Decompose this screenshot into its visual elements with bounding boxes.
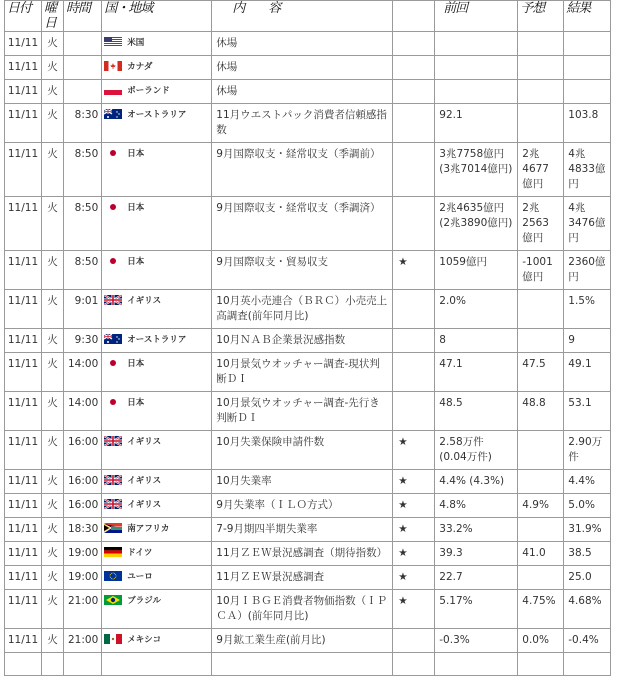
table-row — [5, 494, 611, 518]
cell-result: 25.0 — [564, 566, 611, 590]
cell-date: 11/11 — [5, 431, 42, 470]
country-name: ブラジル — [127, 596, 162, 606]
header-country: 国・地域 — [102, 1, 212, 32]
cell-importance: ★ — [393, 494, 435, 518]
cell-country — [102, 329, 212, 353]
cell-date: 11/11 — [5, 566, 42, 590]
cell-time: 8:30 — [64, 104, 102, 143]
cell-event: 9月国際収支・経常収支（季調前） — [212, 143, 393, 197]
cell-dow: 火 — [42, 353, 64, 392]
cell-event: 休場 — [212, 32, 393, 56]
cell-result: 49.1 — [564, 353, 611, 392]
cell-country — [102, 251, 212, 290]
table-row — [5, 32, 611, 56]
cell-event: 9月失業率（ＩＬＯ方式） — [212, 494, 393, 518]
cell-dow: 火 — [42, 629, 64, 653]
cell-event: 10月ＮＡＢ企業景況感指数 — [212, 329, 393, 353]
table-row — [5, 80, 611, 104]
country-name: 日本 — [127, 203, 145, 213]
header-forecast: 予想 — [518, 1, 564, 32]
cell-dow: 火 — [42, 566, 64, 590]
cell-forecast: 2兆2563億円 — [518, 197, 564, 251]
cell-result: 4兆3476億円 — [564, 197, 611, 251]
cell-event: 11月ＺＥＷ景況感調査 — [212, 566, 393, 590]
empty-cell — [64, 653, 102, 676]
cell-date: 11/11 — [5, 143, 42, 197]
table-row — [5, 470, 611, 494]
table-row — [5, 542, 611, 566]
cell-dow: 火 — [42, 392, 64, 431]
cell-time: 19:00 — [64, 566, 102, 590]
cell-time: 8:50 — [64, 251, 102, 290]
country-name: ユーロ — [127, 572, 153, 582]
cell-result: 53.1 — [564, 392, 611, 431]
table-row — [5, 353, 611, 392]
cell-dow: 火 — [42, 518, 64, 542]
cell-event: 11月ＺＥＷ景況感調査（期待指数） — [212, 542, 393, 566]
cell-country — [102, 290, 212, 329]
cell-importance — [393, 629, 435, 653]
cell-event: 10月景気ウオッチャー調査-現状判断ＤＩ — [212, 353, 393, 392]
country-name: 日本 — [127, 257, 145, 267]
cell-event: 10月失業率 — [212, 470, 393, 494]
country-name: イギリス — [127, 500, 162, 510]
de-flag-icon — [104, 547, 124, 559]
cell-dow: 火 — [42, 197, 64, 251]
cell-forecast — [518, 80, 564, 104]
cell-forecast — [518, 431, 564, 470]
header-importance — [393, 1, 435, 32]
cell-country — [102, 431, 212, 470]
cell-importance — [393, 353, 435, 392]
cell-time: 16:00 — [64, 494, 102, 518]
cell-dow: 火 — [42, 104, 64, 143]
cell-date: 11/11 — [5, 494, 42, 518]
cell-time: 14:00 — [64, 353, 102, 392]
cell-result — [564, 56, 611, 80]
empty-cell — [42, 653, 64, 676]
cell-importance — [393, 197, 435, 251]
table-row — [5, 290, 611, 329]
cell-dow: 火 — [42, 542, 64, 566]
empty-cell — [435, 653, 518, 676]
cell-forecast: 4.75% — [518, 590, 564, 629]
cell-result: 38.5 — [564, 542, 611, 566]
cell-time — [64, 80, 102, 104]
mx-flag-icon — [104, 634, 124, 646]
country-name: オーストラリア — [127, 335, 187, 345]
header-date: 日付 — [5, 1, 42, 32]
country-name: イギリス — [127, 437, 162, 447]
cell-date: 11/11 — [5, 518, 42, 542]
cell-importance — [393, 143, 435, 197]
cell-result — [564, 80, 611, 104]
cell-event: 10月失業保険申請件数 — [212, 431, 393, 470]
table-row — [5, 251, 611, 290]
empty-cell — [212, 653, 393, 676]
cell-dow: 火 — [42, 431, 64, 470]
cell-previous: 3兆7758億円 (3兆7014億円) — [435, 143, 518, 197]
cell-importance: ★ — [393, 470, 435, 494]
cell-event: 9月鉱工業生産(前月比) — [212, 629, 393, 653]
cell-date: 11/11 — [5, 542, 42, 566]
cell-date: 11/11 — [5, 290, 42, 329]
cell-forecast: 47.5 — [518, 353, 564, 392]
cell-result: 2.90万件 — [564, 431, 611, 470]
cell-date: 11/11 — [5, 32, 42, 56]
cell-country — [102, 392, 212, 431]
cell-result: -0.4% — [564, 629, 611, 653]
cell-date: 11/11 — [5, 353, 42, 392]
cell-result: 31.9% — [564, 518, 611, 542]
economic-calendar-table — [4, 0, 611, 676]
cell-result: 1.5% — [564, 290, 611, 329]
cell-result: 5.0% — [564, 494, 611, 518]
cell-result: 103.8 — [564, 104, 611, 143]
cell-dow: 火 — [42, 290, 64, 329]
cell-importance — [393, 32, 435, 56]
cell-date: 11/11 — [5, 329, 42, 353]
cell-forecast: 48.8 — [518, 392, 564, 431]
cell-previous: 33.2% — [435, 518, 518, 542]
cell-time: 9:01 — [64, 290, 102, 329]
table-row — [5, 566, 611, 590]
au-flag-icon — [104, 334, 124, 346]
cell-previous: -0.3% — [435, 629, 518, 653]
cell-date: 11/11 — [5, 470, 42, 494]
gb-flag-icon — [104, 475, 124, 487]
cell-dow: 火 — [42, 32, 64, 56]
header-dow: 曜日 — [42, 1, 64, 32]
cell-result: 4.68% — [564, 590, 611, 629]
cell-importance — [393, 290, 435, 329]
cell-importance: ★ — [393, 590, 435, 629]
empty-cell — [5, 653, 42, 676]
cell-importance: ★ — [393, 251, 435, 290]
cell-previous — [435, 80, 518, 104]
header-event: 内 容 — [212, 1, 393, 32]
cell-previous: 2兆4635億円 (2兆3890億円) — [435, 197, 518, 251]
cell-event: 休場 — [212, 56, 393, 80]
cell-event: 7-9月期四半期失業率 — [212, 518, 393, 542]
cell-time: 9:30 — [64, 329, 102, 353]
cell-forecast — [518, 32, 564, 56]
cell-forecast — [518, 56, 564, 80]
country-name: 南アフリカ — [127, 524, 170, 534]
cell-country — [102, 56, 212, 80]
cell-previous: 22.7 — [435, 566, 518, 590]
cell-country — [102, 629, 212, 653]
cell-date: 11/11 — [5, 80, 42, 104]
gb-flag-icon — [104, 295, 124, 307]
table-body — [5, 32, 611, 676]
cell-time — [64, 56, 102, 80]
cell-date: 11/11 — [5, 392, 42, 431]
country-name: イギリス — [127, 476, 162, 486]
cell-time: 16:00 — [64, 431, 102, 470]
table-row — [5, 104, 611, 143]
cell-forecast: 41.0 — [518, 542, 564, 566]
br-flag-icon — [104, 595, 124, 607]
cell-importance — [393, 56, 435, 80]
empty-row — [5, 653, 611, 676]
cell-event: 休場 — [212, 80, 393, 104]
cell-event: 11月ウエストパック消費者信頼感指数 — [212, 104, 393, 143]
cell-importance: ★ — [393, 518, 435, 542]
cell-time: 19:00 — [64, 542, 102, 566]
cell-country — [102, 32, 212, 56]
cell-dow: 火 — [42, 56, 64, 80]
cell-time: 14:00 — [64, 392, 102, 431]
us-flag-icon — [104, 37, 124, 49]
pl-flag-icon — [104, 85, 124, 97]
cell-result — [564, 32, 611, 56]
cell-country — [102, 104, 212, 143]
cell-date: 11/11 — [5, 590, 42, 629]
gb-flag-icon — [104, 499, 124, 511]
cell-time — [64, 32, 102, 56]
cell-country — [102, 542, 212, 566]
cell-event: 10月景気ウオッチャー調査-先行き判断ＤＩ — [212, 392, 393, 431]
cell-previous: 1059億円 — [435, 251, 518, 290]
cell-forecast: 2兆4677億円 — [518, 143, 564, 197]
cell-country — [102, 470, 212, 494]
za-flag-icon — [104, 523, 124, 535]
cell-result: 2360億円 — [564, 251, 611, 290]
empty-cell — [102, 653, 212, 676]
country-name: ポーランド — [127, 86, 170, 96]
cell-forecast — [518, 566, 564, 590]
header-row — [5, 1, 611, 32]
cell-dow: 火 — [42, 590, 64, 629]
country-name: 日本 — [127, 398, 145, 408]
cell-country — [102, 353, 212, 392]
cell-event: 9月国際収支・貿易収支 — [212, 251, 393, 290]
empty-cell — [564, 653, 611, 676]
cell-country — [102, 494, 212, 518]
header-previous: 前回 — [435, 1, 518, 32]
cell-previous — [435, 56, 518, 80]
cell-forecast: 0.0% — [518, 629, 564, 653]
cell-date: 11/11 — [5, 629, 42, 653]
cell-forecast — [518, 470, 564, 494]
cell-event: 9月国際収支・経常収支（季調済） — [212, 197, 393, 251]
cell-importance — [393, 392, 435, 431]
cell-time: 8:50 — [64, 143, 102, 197]
cell-event: 10月英小売連合（ＢＲＣ）小売売上高調査(前年同月比) — [212, 290, 393, 329]
cell-previous: 5.17% — [435, 590, 518, 629]
cell-previous: 4.8% — [435, 494, 518, 518]
table-row — [5, 431, 611, 470]
cell-dow: 火 — [42, 470, 64, 494]
cell-country — [102, 197, 212, 251]
country-name: メキシコ — [127, 635, 162, 645]
table-row — [5, 56, 611, 80]
cell-previous: 39.3 — [435, 542, 518, 566]
cell-dow: 火 — [42, 329, 64, 353]
cell-importance — [393, 329, 435, 353]
table-row — [5, 143, 611, 197]
cell-previous: 2.58万件 (0.04万件) — [435, 431, 518, 470]
table-row — [5, 518, 611, 542]
cell-time: 16:00 — [64, 470, 102, 494]
country-name: 日本 — [127, 359, 145, 369]
cell-previous: 48.5 — [435, 392, 518, 431]
header-result: 結果 — [564, 1, 611, 32]
jp-flag-icon — [104, 397, 124, 409]
country-name: イギリス — [127, 296, 162, 306]
cell-importance — [393, 104, 435, 143]
cell-event: 10月ＩＢＧＥ消費者物価指数（ＩＰＣＡ）(前年同月比) — [212, 590, 393, 629]
country-name: ドイツ — [127, 548, 153, 558]
cell-previous: 2.0% — [435, 290, 518, 329]
cell-forecast: -1001億円 — [518, 251, 564, 290]
cell-dow: 火 — [42, 251, 64, 290]
cell-dow: 火 — [42, 494, 64, 518]
cell-forecast — [518, 518, 564, 542]
cell-time: 21:00 — [64, 629, 102, 653]
empty-cell — [518, 653, 564, 676]
cell-forecast — [518, 104, 564, 143]
cell-importance: ★ — [393, 566, 435, 590]
jp-flag-icon — [104, 202, 124, 214]
cell-forecast — [518, 329, 564, 353]
cell-dow: 火 — [42, 143, 64, 197]
cell-time: 18:30 — [64, 518, 102, 542]
jp-flag-icon — [104, 358, 124, 370]
cell-country — [102, 143, 212, 197]
cell-date: 11/11 — [5, 197, 42, 251]
country-name: オーストラリア — [127, 110, 187, 120]
cell-result: 9 — [564, 329, 611, 353]
table-row — [5, 392, 611, 431]
table-row — [5, 329, 611, 353]
country-name: 日本 — [127, 149, 145, 159]
cell-previous: 92.1 — [435, 104, 518, 143]
cell-importance — [393, 80, 435, 104]
cell-previous: 4.4% (4.3%) — [435, 470, 518, 494]
cell-importance: ★ — [393, 431, 435, 470]
cell-country — [102, 566, 212, 590]
jp-flag-icon — [104, 148, 124, 160]
table-row — [5, 629, 611, 653]
cell-forecast — [518, 290, 564, 329]
cell-result: 4兆4833億円 — [564, 143, 611, 197]
country-name: 米国 — [127, 38, 145, 48]
ca-flag-icon — [104, 61, 124, 73]
cell-previous: 8 — [435, 329, 518, 353]
cell-previous: 47.1 — [435, 353, 518, 392]
cell-date: 11/11 — [5, 251, 42, 290]
cell-importance: ★ — [393, 542, 435, 566]
eu-flag-icon — [104, 571, 124, 583]
country-name: カナダ — [127, 62, 153, 72]
cell-country — [102, 590, 212, 629]
cell-time: 21:00 — [64, 590, 102, 629]
cell-country — [102, 518, 212, 542]
empty-cell — [393, 653, 435, 676]
cell-result: 4.4% — [564, 470, 611, 494]
cell-previous — [435, 32, 518, 56]
au-flag-icon — [104, 109, 124, 121]
cell-time: 8:50 — [64, 197, 102, 251]
cell-date: 11/11 — [5, 56, 42, 80]
table-row — [5, 590, 611, 629]
cell-country — [102, 80, 212, 104]
jp-flag-icon — [104, 256, 124, 268]
cell-date: 11/11 — [5, 104, 42, 143]
header-time: 時間 — [64, 1, 102, 32]
cell-forecast: 4.9% — [518, 494, 564, 518]
cell-dow: 火 — [42, 80, 64, 104]
table-row — [5, 197, 611, 251]
gb-flag-icon — [104, 436, 124, 448]
